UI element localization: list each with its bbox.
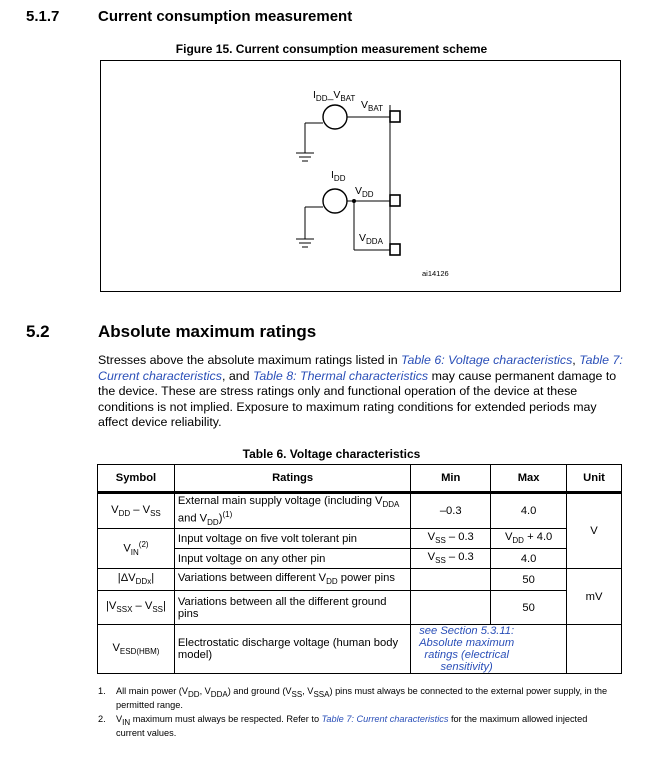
intro-paragraph: Stresses above the absolute maximum ratings listed in Table 6: Voltage characteristics, Table 7: Current characteristics, and Table 8: Thermal characteristics may cause permanent damage to the device. These are stress ratings only and functional operation of the device at these conditions is not implied. Exposure to maximum rating conditions for extended periods may affect device reliability. [98,353,623,430]
table-row [98,625,622,674]
table-header-row [98,465,622,493]
table-row [98,493,622,529]
section-number: 5.1.7 [26,8,60,25]
cell-min: $V_{SS} - 0.3$ [411,529,491,549]
figure-box [100,60,621,292]
cell-rating: Input voltage on any other pin [174,549,410,569]
cell-rating: External main supply voltage (including $V_{DDA}$ and $V_{DD})^{(1)}$ [174,493,410,529]
cell-max: 4.0 [491,549,567,569]
header-unit: Unit [567,465,622,493]
link-table-7-footnote[interactable]: Table 7: Current characteristics [321,714,449,724]
label-vdd: $V_{DD}$ [355,185,374,199]
circuit-diagram [101,61,620,291]
table-row [98,591,622,625]
footnote-2: 2. $V_{IN}$ maximum must always be respected. Refer to Table 7: Current characteristics for the maximum allowed injected current values. [98,714,588,738]
cell-rating: Variations between different $V_{DD}$ power pins [174,569,410,591]
link-section-5-3-11[interactable]: see Section 5.3.11: Absolute maximum ratings (electrical sensitivity) [411,625,567,674]
cell-min [411,591,491,625]
ground-symbol-upper [296,123,314,161]
ammeter-idd-vbat [305,105,400,244]
cell-unit: V [567,493,622,569]
figure-reference: ai14126 [422,269,449,278]
link-table-6[interactable]: Table 6: Voltage characteristics [401,353,573,367]
cell-symbol: $V_{DD} - V_{SS}$ [98,493,175,529]
cell-min: –0.3 [411,493,491,529]
cell-symbol: $V_{IN}^{(2)}$ [98,529,175,569]
label-vbat: $V_{BAT}$ [361,99,383,113]
cell-max: $V_{DD} + 4.0$ [491,529,567,549]
table-row [98,529,622,549]
section-title: Absolute maximum ratings [98,322,317,341]
link-table-7[interactable]: Table 7: Current characteristics [98,353,623,383]
cell-symbol: $V_{ESD(HBM)}$ [98,625,175,674]
cell-min [411,569,491,591]
cell-max: 50 [491,569,567,591]
cell-rating: Electrostatic discharge voltage (human body model) [174,625,410,674]
label-idd: $I_{DD}$ [331,169,346,183]
ammeter-idd [305,189,400,255]
junction-dot [352,199,356,203]
label-vdda: $V_{DDA}$ [359,232,383,246]
table-row [98,549,622,569]
figure-caption: Figure 15. Current consumption measurement scheme [175,42,488,56]
cell-max: 4.0 [491,493,567,529]
section-number: 5.2 [26,322,50,341]
cell-min: $V_{SS} - 0.3$ [411,549,491,569]
section-title: Current consumption measurement [98,8,353,25]
cell-rating: Variations between all the different ground pins [174,591,410,625]
table-caption: Table 6. Voltage characteristics [242,447,421,461]
header-ratings: Ratings [174,465,410,493]
header-max: Max [491,465,567,493]
header-symbol: Symbol [98,465,175,493]
cell-symbol: $|V_{SSX} - V_{SS}|$ [98,591,175,625]
voltage-characteristics-table [97,464,622,674]
cell-unit [567,625,622,674]
footnote-1: 1. All main power ($V_{DD}$, $V_{DDA}$) and ground ($V_{SS}$, $V_{SSA}$) pins must always be connected to the external power supply, in the permitted range. [98,686,608,710]
cell-symbol: $|\Delta V_{DDx}|$ [98,569,175,591]
cell-unit: mV [567,569,622,625]
label-idd-vbat: $I_{DD}\_V_{BAT}$ [313,89,356,103]
ground-symbol-lower [296,207,314,247]
link-table-8[interactable]: Table 8: Thermal characteristics [252,368,429,383]
table-row [98,569,622,591]
cell-rating: Input voltage on five volt tolerant pin [174,529,410,549]
header-min: Min [411,465,491,493]
cell-max: 50 [491,591,567,625]
